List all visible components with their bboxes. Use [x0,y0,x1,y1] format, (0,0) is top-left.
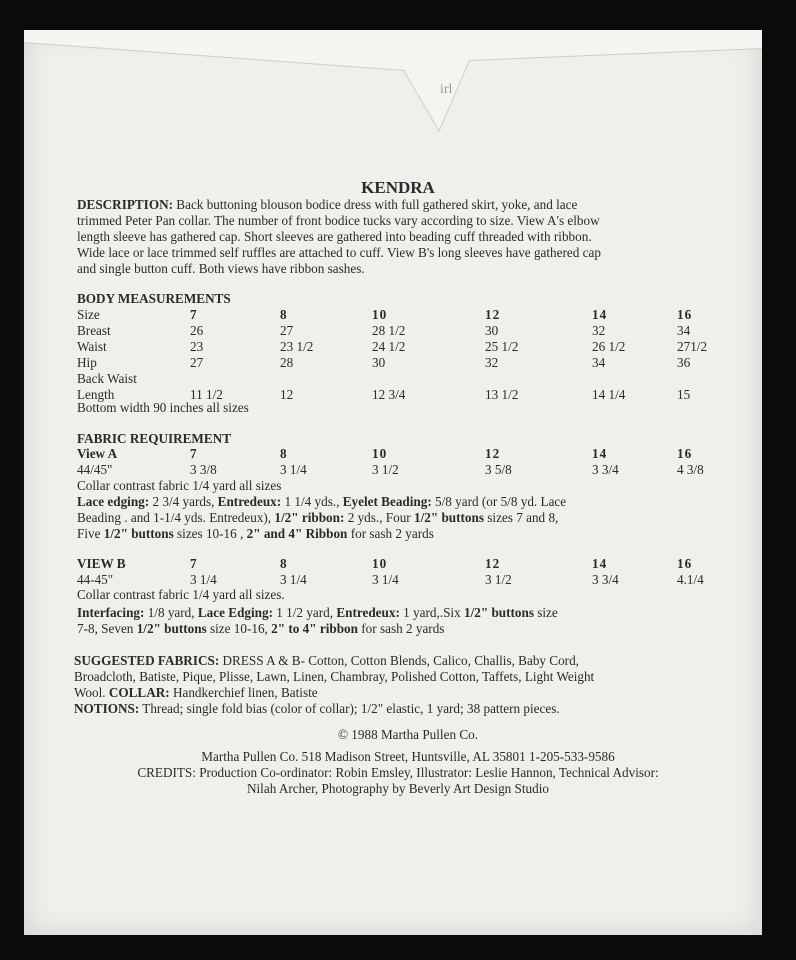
fabric-requirement-heading: FABRIC REQUIREMENT [77,431,231,446]
cell-value: 3 3/8 [190,462,217,477]
cell-value: 3 1/4 [190,572,217,587]
cell-value: 4.1/4 [677,572,704,587]
cell-value: 16 [677,446,693,461]
notes-label: Entredeux: [217,494,282,509]
notes-text: 5/8 yard (or 5/8 yd. Lace [431,494,567,509]
notes-text: 1 yard,.Six [399,605,464,620]
notes-line [77,605,558,621]
cell-value: 34 [677,323,691,338]
notes-label: 1/2" buttons [136,621,207,636]
notes-label: 2" and 4" Ribbon [246,526,348,541]
description-line: trimmed Peter Pan collar. The number of front bodice tucks vary according to size. View A's elbow [77,213,600,228]
description-line [77,197,577,213]
notes-line [77,526,434,542]
view-a-header-row [77,446,737,462]
notes-label: Lace edging: [77,494,150,509]
description-line: and single button cuff. Both views have ribbon sashes. [77,261,365,276]
notes-text: Five [77,526,104,541]
notes-text: for sash 2 yards [347,526,434,541]
cell-value: 15 [677,387,691,402]
cell-value: 32 [592,323,606,338]
show-through-text: irl [440,82,453,97]
envelope-flap [24,30,762,150]
cell-value: 14 [592,446,608,461]
cell-value: 34 [592,355,606,370]
measurement-row [77,339,737,355]
view-a-yardage-row [77,462,737,478]
notes-label: 2" to 4" ribbon [271,621,358,636]
cell-value: 23 [190,339,204,354]
cell-value: 23 1/2 [280,339,314,354]
cell-value: 7 [190,307,198,322]
notions-line [74,701,560,717]
notes-label: Interfacing: [77,605,145,620]
suggested-fabrics-line: Broadcloth, Batiste, Pique, Plisse, Lawn, Linen, Chambray, Polished Cotton, Taffets, Light Weight [74,669,595,684]
cell-value: 16 [677,307,693,322]
notes-line [77,621,444,637]
notes-text: 7-8, Seven [77,621,137,636]
pattern-title: KENDRA [361,178,435,197]
measurement-row [77,355,737,371]
measurement-row [77,371,737,387]
notions-label: NOTIONS: [74,701,140,716]
collar-label: COLLAR: [108,685,170,700]
row-label: Hip [77,355,97,370]
copyright: © 1988 Martha Pullen Co. [337,727,479,742]
notes-label: 1/2" buttons [414,510,484,525]
cell-value: 3 1/2 [372,462,399,477]
row-label: VIEW B [77,556,126,571]
notes-text: sizes 7 and 8, [483,510,559,525]
suggested-fabrics-label: SUGGESTED FABRICS: [74,653,220,668]
cell-value: 7 [190,556,198,571]
notes-text: Beading . and 1-1/4 yds. Entredeux), [77,510,275,525]
bottom-width: Bottom width 90 inches all sizes [77,400,249,415]
view-b-collar: Collar contrast fabric 1/4 yard all sizes. [77,587,285,602]
cell-value: 12 3/4 [372,387,406,402]
notes-text: 2 3/4 yards, [149,494,218,509]
suggested-fabrics-line [74,685,318,701]
notes-text: size 10-16, [206,621,272,636]
credits-line: CREDITS: Production Co-ordinator: Robin Emsley, Illustrator: Leslie Hannon, Technical Advisor: [137,765,659,780]
notes-line [77,494,566,510]
row-label: Length [77,387,115,402]
cell-value: 36 [677,355,691,370]
view-b-header-row [77,556,737,572]
cell-value: 14 1/4 [592,387,626,402]
suggested-fabrics-text: Wool. [74,685,109,700]
notes-text: for sash 2 yards [357,621,445,636]
view-a-collar: Collar contrast fabric 1/4 yard all sizes [77,478,282,493]
notes-label: Lace Edging: [197,605,273,620]
description-text: Back buttoning blouson bodice dress with full gathered skirt, yoke, and lace [176,197,578,212]
notes-line [77,510,558,526]
row-label: Back Waist [77,371,137,386]
notions-text: Thread; single fold bias (color of collar); 1/2" elastic, 1 yard; 38 pattern pieces. [139,701,560,716]
notes-label: 1/2" ribbon: [274,510,345,525]
suggested-fabrics-text: DRESS A & B- Cotton, Cotton Blends, Calico, Challis, Baby Cord, [219,653,579,668]
cell-value: 10 [372,556,388,571]
cell-value: 3 1/4 [372,572,399,587]
description-line: length sleeve has gathered cap. Short sleeves are gathered into beading cuff threaded with ribbon. [77,229,592,244]
cell-value: 24 1/2 [372,339,406,354]
cell-value: 16 [677,556,693,571]
row-label: View A [77,446,118,461]
cell-value: 28 1/2 [372,323,406,338]
cell-value: 26 1/2 [592,339,626,354]
view-b-yardage-row [77,572,737,588]
cell-value: 7 [190,446,198,461]
cell-value: 12 [280,387,294,402]
notes-text: 2 yds., Four [344,510,414,525]
cell-value: 14 [592,307,608,322]
cell-value: 30 [372,355,386,370]
notes-label: Entredeux: [336,605,400,620]
cell-value: 3 3/4 [592,572,619,587]
cell-value: 32 [485,355,499,370]
description-line: Wide lace or lace trimmed self ruffles are attached to cuff. View B's long sleeves have gathered cap [77,245,601,260]
cell-value: 8 [280,307,288,322]
cell-value: 8 [280,556,288,571]
cell-value: 12 [485,446,501,461]
row-label: Breast [77,323,111,338]
collar-text: Handkerchief linen, Batiste [169,685,318,700]
row-label: Waist [77,339,107,354]
cell-value: 12 [485,307,501,322]
cell-value: 27 [190,355,204,370]
measurement-row [77,323,737,339]
cell-value: 3 5/8 [485,462,512,477]
suggested-fabrics-line [74,653,579,669]
cell-value: 10 [372,446,388,461]
cell-value: 3 1/2 [485,572,512,587]
description-label: DESCRIPTION: [77,197,173,212]
cell-value: 8 [280,446,288,461]
notes-text: size [533,605,558,620]
notes-label: 1/2" buttons [463,605,534,620]
notes-text: sizes 10-16 , [173,526,247,541]
measurement-row [77,307,737,323]
cell-value: 13 1/2 [485,387,519,402]
notes-label: Eyelet Beading: [342,494,432,509]
cell-value: 3 3/4 [592,462,619,477]
cell-value: 25 1/2 [485,339,519,354]
cell-value: 11 1/2 [190,387,223,402]
credits-line: Nilah Archer, Photography by Beverly Art Design Studio [246,781,549,796]
cell-value: 10 [372,307,388,322]
cell-value: 28 [280,355,294,370]
row-label: 44/45" [77,462,113,477]
cell-value: 3 1/4 [280,572,307,587]
cell-value: 14 [592,556,608,571]
company-address: Martha Pullen Co. 518 Madison Street, Huntsville, AL 35801 1-205-533-9586 [201,749,615,764]
notes-label: 1/2" buttons [103,526,174,541]
cell-value: 12 [485,556,501,571]
row-label: 44-45" [77,572,114,587]
cell-value: 3 1/4 [280,462,307,477]
row-label: Size [77,307,100,322]
notes-text: 1 1/4 yds., [281,494,343,509]
cell-value: 26 [190,323,204,338]
notes-text: 1/8 yard, [144,605,198,620]
notes-text: 1 1/2 yard, [272,605,337,620]
body-measurements-heading: BODY MEASUREMENTS [77,291,231,306]
cell-value: 27 [280,323,294,338]
cell-value: 30 [485,323,499,338]
cell-value: 271/2 [677,339,708,354]
cell-value: 4 3/8 [677,462,704,477]
